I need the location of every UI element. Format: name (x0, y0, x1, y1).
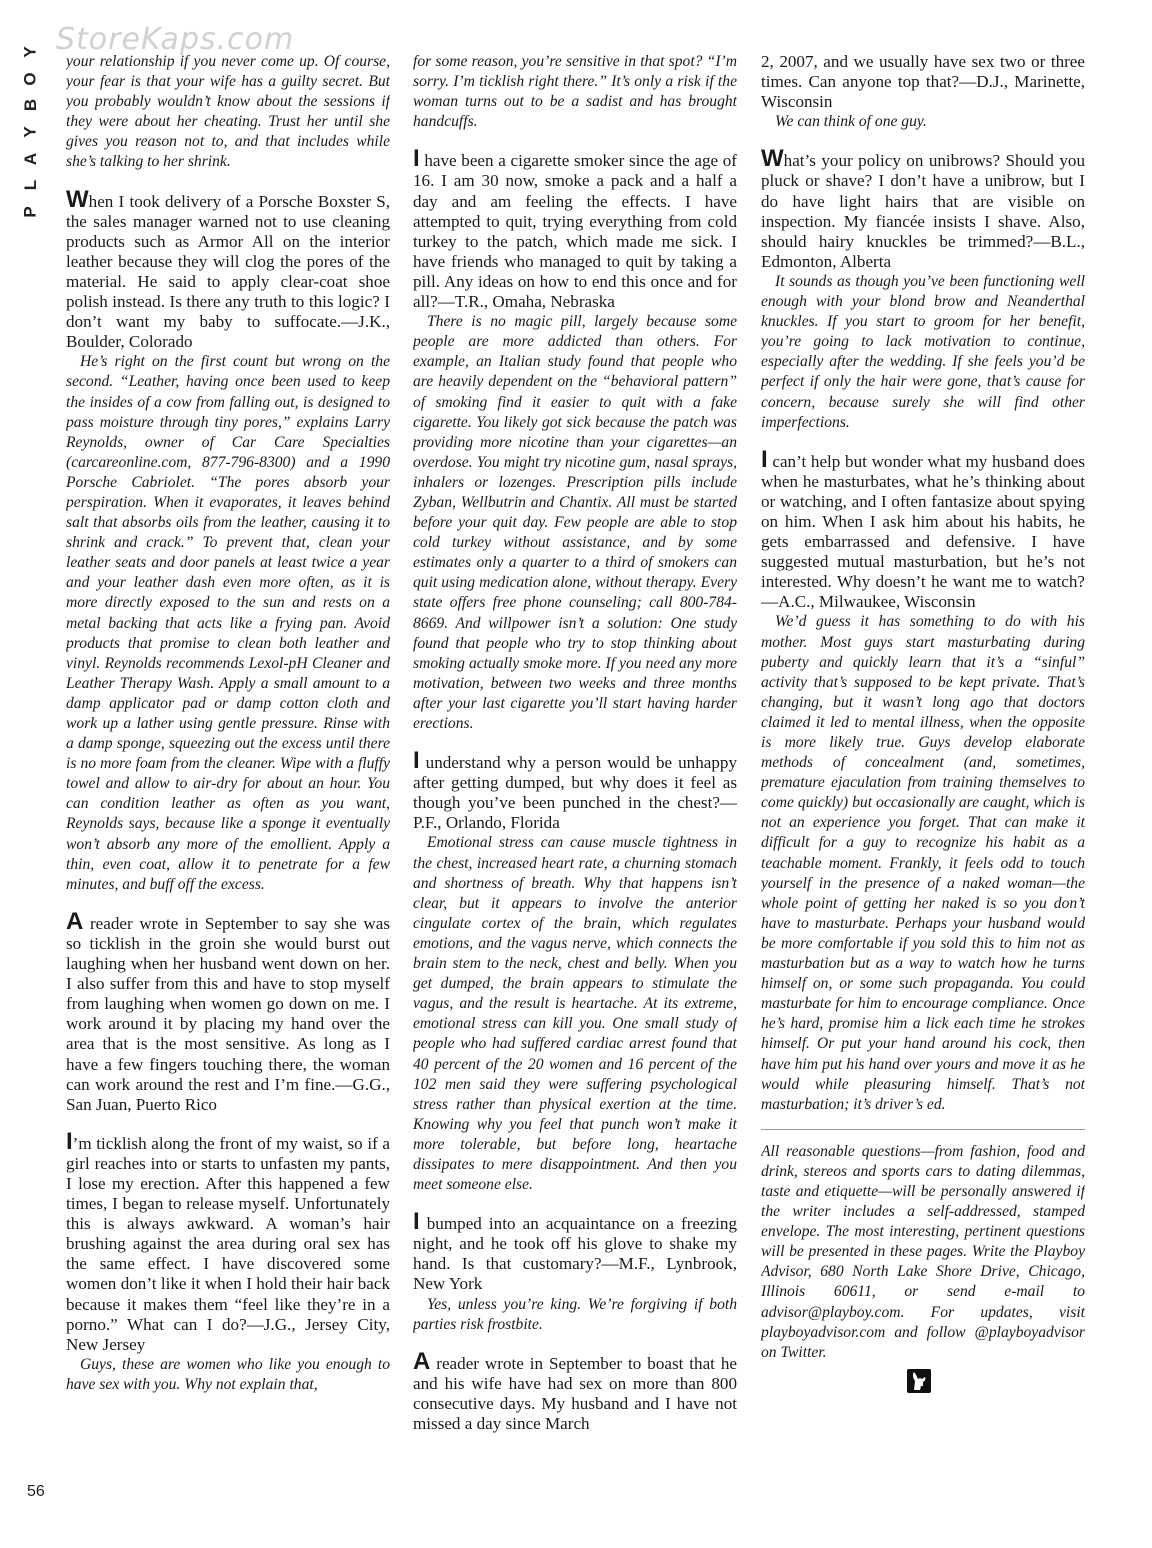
paragraph-text: 2, 2007, and we usually have sex two or three times. Can anyone top that?—D.J., Marinette, Wisconsin (761, 52, 1085, 112)
drop-letter: I (66, 1127, 73, 1155)
drop-letter: I (761, 445, 768, 473)
submission-note (761, 1142, 1085, 1363)
brand-letter: B (21, 99, 40, 112)
paragraph-text: bumped into an acquaintance on a freezing night, and he took off his glove to shake my hand. Is that customary?—M.F., Lynbrook, New York (413, 1214, 737, 1294)
advisor-answer (413, 1295, 737, 1335)
advisor-answer (761, 112, 1085, 132)
brand-letter: L (20, 180, 40, 191)
watermark: StoreKaps.com (56, 22, 295, 57)
reader-question (66, 185, 390, 353)
text-column-2 (413, 52, 737, 1502)
reader-question (761, 445, 1085, 613)
reader-question (413, 1347, 737, 1434)
paragraph-text: reader wrote in September to say she was so ticklish in the groin she would burst out laughing when her husband went down on her. I also suffer from this and have to stop myself from laughing when women go down on me. I work around it by placing my hand over the area that is the most sensitive. As long as I have a few fingers touching there, the woman can work around the rest and I’m fine.—G.G., San Juan, Puerto Rico (66, 913, 390, 1114)
advisor-answer (66, 352, 390, 895)
drop-letter: A (413, 1347, 431, 1375)
paragraph-text: ’m ticklish along the front of my waist, so if a girl reaches into or starts to unfasten my pants, I lose my erection. After this happened a few times, I began to release myself. Unfortunately this is always awkward. A woman’s hair brushing against the area during oral sex has the same effect. I have discovered some women don’t like it when I hold their hair back because it makes them “feel like they’re in a porno.” What can I do?—J.G., Jersey City, New Jersey (66, 1133, 390, 1354)
advisor-answer (413, 833, 737, 1195)
text-column-1 (66, 52, 390, 1502)
paragraph-text: He’s right on the first count but wrong on the second. “Leather, having once been used to keep the insides of a cow from falling out, is designed to pass moisture through tiny pores,” explains Larry Reynolds, owner of Car Care Specialties (carcareonline.com, 877-796-8300) and a 1990 Porsche Cabriolet. “The pores absorb your perspiration. When it evaporates, it leaves behind salt that absorbs oils from the leather, causing it to shrink and crack.” To prevent that, clean your leather seats and door panels at least twice a year and your leather dash even more often, as it is more directly exposed to the sun and rests on a metal backing that acts like a frying pan. Avoid products that promise to clean both leather and vinyl. Reynolds recommends Lexol-pH Cleaner and Leather Therapy Wash. Apply a small amount to a damp applicator pad or damp cotton cloth and work up a lather using gentle pressure. Rinse with a damp sponge, squeezing out the excess until there is no more foam from the cleaner. Wipe with a fluffy towel and allow to air-dry for about an hour. You can condition leather as often as you want, Reynolds says, because like a sponge it eventually won’t absorb any more of the emollient. Apply a thin, even coat, allow it to penetrate for a few minutes, and buff off the excess. (66, 353, 390, 893)
drop-letter: I (413, 145, 420, 173)
paragraph-text: have been a cigarette smoker since the age of 16. I am 30 now, smoke a pack and a half a day and am feeling the effects. I have attempted to quit, trying everything from cold turkey to the patch, which made me sick. I have friends who managed to quit by taking a pill. Any ideas on how to end this once and for all?—T.R., Omaha, Nebraska (413, 151, 737, 312)
paragraph-text: hat’s your policy on unibrows? Should you pluck or shave? I don’t have a unibrow, but I do have light hairs that are visible on inspection. My fiancée insists I shave. Also, should hairy knuckles be trimmed?—B.L., Edmonton, Alberta (761, 151, 1085, 271)
paragraph-text: We can think of one guy. (775, 113, 927, 131)
advisor-answer (761, 272, 1085, 433)
paragraph-text: It sounds as though you’ve been functioning well enough with your blond brow and Neanderthal knuckles. If you start to groom for her benefit, you’re going to lack motivation to continue, especially after the wedding. If she feels you’d be perfect if only the hair were gone, that’s cause for concern, because surely she will find other imperfections. (761, 272, 1085, 431)
drop-letter: A (66, 907, 84, 935)
section-divider (761, 1129, 1085, 1130)
reader-question (66, 1127, 390, 1355)
rabbit-head-logo-icon (907, 1369, 931, 1393)
drop-letter: I (413, 747, 420, 775)
paragraph-text: We’d guess it has something to do with his mother. Most guys start masturbating during puberty and quickly learn that it’s a “sinful” activity that’s supposed to be kept private. That’s changing, but it wasn’t long ago that doctors claimed it led to mental illness, when the opposite is more likely true. Guys develop elaborate methods of concealment (and, sometimes, premature ejaculation from training themselves to come quickly) but occasionally are caught, which is not an experience you forget. That can make it difficult for a guy to recognize his habit as a teachable moment. Frankly, it feels odd to touch yourself in the presence of a naked woman—the whole point of getting her naked is so you don’t have to masturbate. Perhaps your husband would be more comfortable if you sold this to him not as masturbation but as a way to watch how he turns himself on, or some such propaganda. You could masturbate for him to encourage compliance. Once he’s hard, promise him a lick each time he strokes himself. Or put your hand around his cock, then have him put his hand over yours and move it as he would while pleasuring himself. That’s not masturbation; it’s driver’s ed. (761, 613, 1085, 1113)
reader-question (413, 1208, 737, 1294)
drop-letter: W (761, 145, 784, 173)
reader-question (66, 907, 390, 1115)
advisor-answer (413, 312, 737, 734)
paragraph-text: All reasonable questions—from fashion, food and drink, stereos and sports cars to dating dilemmas, taste and etiquette—will be personally answered if the writer includes a self-addressed, stamped envelope. The most interesting, pertinent questions will be presented in these pages. Write the Playboy Advisor, 680 North Lake Shore Drive, Chicago, Illinois 60611, or send e-mail to advisor@playboy.com. For updates, visit playboyadvisor.com and follow @playboyadvisor on Twitter. (761, 1142, 1085, 1361)
paragraph-text: your relationship if you never come up. Of course, your fear is that your wife has a guilty secret. But you probably wouldn’t know about the sessions if they were about her cheating. Trust her until she gives you reason not to, and that includes while she’s talking to her shrink. (66, 53, 390, 171)
paragraph-text: Yes, unless you’re king. We’re forgiving if both parties risk frostbite. (413, 1295, 737, 1333)
brand-letter: Y (21, 126, 40, 138)
advisor-answer (761, 612, 1085, 1114)
magazine-brand-vertical (14, 42, 48, 222)
reader-question (413, 747, 737, 833)
paragraph-text: can’t help but wonder what my husband does when he masturbates, what he’s thinking about or watching, and I often fantasize about spying on him. When I ask him about his habits, he gets embarrassed and defensive. I have suggested mutual masturbation, but he’s not interested. Why doesn’t he want me to watch?—A.C., Milwaukee, Wisconsin (761, 451, 1085, 612)
brand-letter: O (20, 72, 40, 86)
reader-question (413, 145, 737, 312)
text-column-3 (761, 52, 1085, 1502)
brand-letter: Y (21, 46, 40, 58)
paragraph-text: Emotional stress can cause muscle tightness in the chest, increased heart rate, a churning stomach and shortness of breath. Why that happens isn’t clear, but it appears to involve the anterior cingulate cortex of the brain, which regulates emotions, and the vagus nerve, which connects the brain stem to the neck, chest and belly. When you get dumped, the brain appears to stimulate the vagus, and the result is heartache. At its extreme, emotional stress can kill you. One small study of people who had suffered cardiac arrest found that 40 percent of the 20 women and 16 percent of the 102 men said they were suffering psychological stress rather than physical exertion at the time. Knowing why you feel that punch won’t make it more tolerable, but before long, heartache dissipates to mere disappointment. And then you meet someone else. (413, 834, 737, 1194)
advisor-answer (66, 1355, 390, 1395)
paragraph-text: There is no magic pill, largely because some people are more addicted than others. For example, an Italian study found that people who are heavily dependent on the “behavioral pattern” of smoking find it easier to quit with a fake cigarette. You likely got sick because the patch was providing more nicotine than your cigarettes—an overdose. You might try nicotine gum, nasal sprays, inhalers or lozenges. Prescription pills include Zyban, Wellbutrin and Chantix. All must be started before your quit day. Few people are able to stop cold turkey without assistance, and by some estimates only a quarter to a third of smokers can quit using medication alone, without therapy. Every state offers free phone counseling; call 800-784-8669. And willpower isn’t a solution: One study found that people who try to stop thinking about smoking actually smoke more. If you need any more motivation, between two weeks and three months after your last cigarette you’ll start having harder erections. (413, 313, 737, 732)
page-number: 56 (27, 1483, 45, 1500)
brand-letter: P (21, 206, 40, 218)
paragraph-text: Guys, these are women who like you enough to have sex with you. Why not explain that, (66, 1355, 390, 1393)
paragraph-text: understand why a person would be unhappy after getting dumped, but why does it feel as though you’ve been punched in the chest?—P.F., Orlando, Florida (413, 753, 737, 833)
reader-question (761, 52, 1085, 112)
reader-question (761, 145, 1085, 272)
paragraph-text: for some reason, you’re sensitive in that spot? “I’m sorry. I’m ticklish right there.” It’s only a risk if the woman turns out to be a sadist and has brought handcuffs. (413, 53, 737, 131)
advisor-answer (66, 52, 390, 173)
paragraph-text: hen I took delivery of a Porsche Boxster S, the sales manager warned not to use cleaning products such as Armor All on the interior leather because they will clog the pores of the material. He said to apply clear-coat shoe polish instead. Is there any truth to this logic? I don’t want my baby to suffocate.—J.K., Boulder, Colorado (66, 191, 390, 352)
paragraph-text: reader wrote in September to boast that he and his wife have had sex on more than 800 consecutive days. My husband and I have not missed a day since March (413, 1353, 737, 1433)
drop-letter: W (66, 185, 89, 213)
brand-letter: A (21, 152, 40, 165)
advisor-answer (413, 52, 737, 132)
drop-letter: I (413, 1208, 420, 1236)
